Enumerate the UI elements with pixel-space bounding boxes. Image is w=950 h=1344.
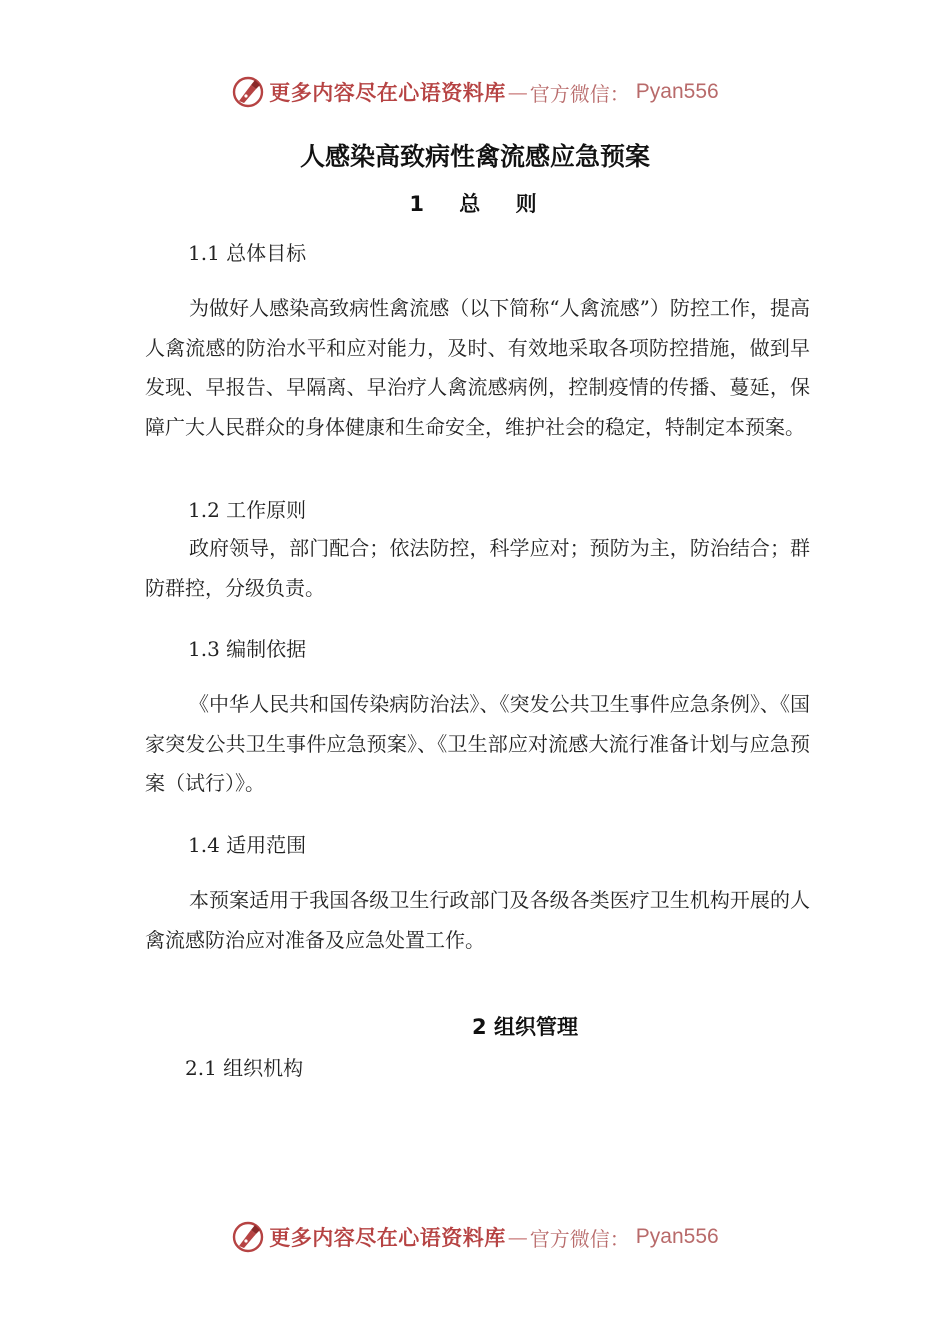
header-watermark <box>0 72 950 112</box>
footer-watermark <box>0 1217 950 1257</box>
subsection-1-4-text: 本预案适用于我国各级卫生行政部门及各级各类医疗卫生机构开展的人禽流感防治应对准备及应急处置工作。 <box>145 888 810 952</box>
watermark-dash: — <box>507 1225 528 1249</box>
watermark-wechat-label: 官方微信： <box>529 1226 630 1251</box>
subsection-1-3-heading: 1.3 编制依据 <box>188 637 307 661</box>
section-2-heading: 2 组织管理 <box>472 1015 578 1039</box>
watermark-text: 更多内容尽在心语资料库 <box>269 80 506 105</box>
subsection-1-1-heading: 1.1 总体目标 <box>188 241 307 265</box>
subsection-1-2-heading: 1.2 工作原则 <box>188 498 307 522</box>
watermark-dash: — <box>507 80 528 104</box>
section-1-heading: 1 总 则 <box>409 192 551 216</box>
watermark-wechat-label: 官方微信： <box>529 81 630 106</box>
pen-nib-logo-icon <box>231 1220 265 1254</box>
subsection-1-1-text: 为做好人感染高致病性禽流感（以下简称“人禽流感”）防控工作，提高人禽流感的防治水平和应对能力，及时、有效地采取各项防控措施，做到早发现、早报告、早隔离、早治疗人禽流感病例，控制疫情的传播、蔓延，保障广大人民群众的身体健康和生命安全，维护社会的稳定，特制定本预案。 <box>145 296 810 439</box>
document-title: 人感染高致病性禽流感应急预案 <box>299 142 650 171</box>
pen-nib-logo-icon <box>231 75 265 109</box>
subsection-1-2-text: 政府领导，部门配合；依法防控，科学应对；预防为主，防治结合；群防群控，分级负责。 <box>145 536 810 600</box>
subsection-1-3-text: 《中华人民共和国传染病防治法》、《突发公共卫生事件应急条例》、《国家突发公共卫生事件应急预案》、《卫生部应对流感大流行准备计划与应急预案（试行）》。 <box>145 692 810 795</box>
subsection-2-1-heading: 2.1 组织机构 <box>185 1056 304 1080</box>
watermark-wechat-id: Pyan556 <box>635 1225 719 1248</box>
watermark-wechat-id: Pyan556 <box>635 80 719 103</box>
watermark-text: 更多内容尽在心语资料库 <box>269 1225 506 1250</box>
subsection-1-4-heading: 1.4 适用范围 <box>188 833 307 857</box>
